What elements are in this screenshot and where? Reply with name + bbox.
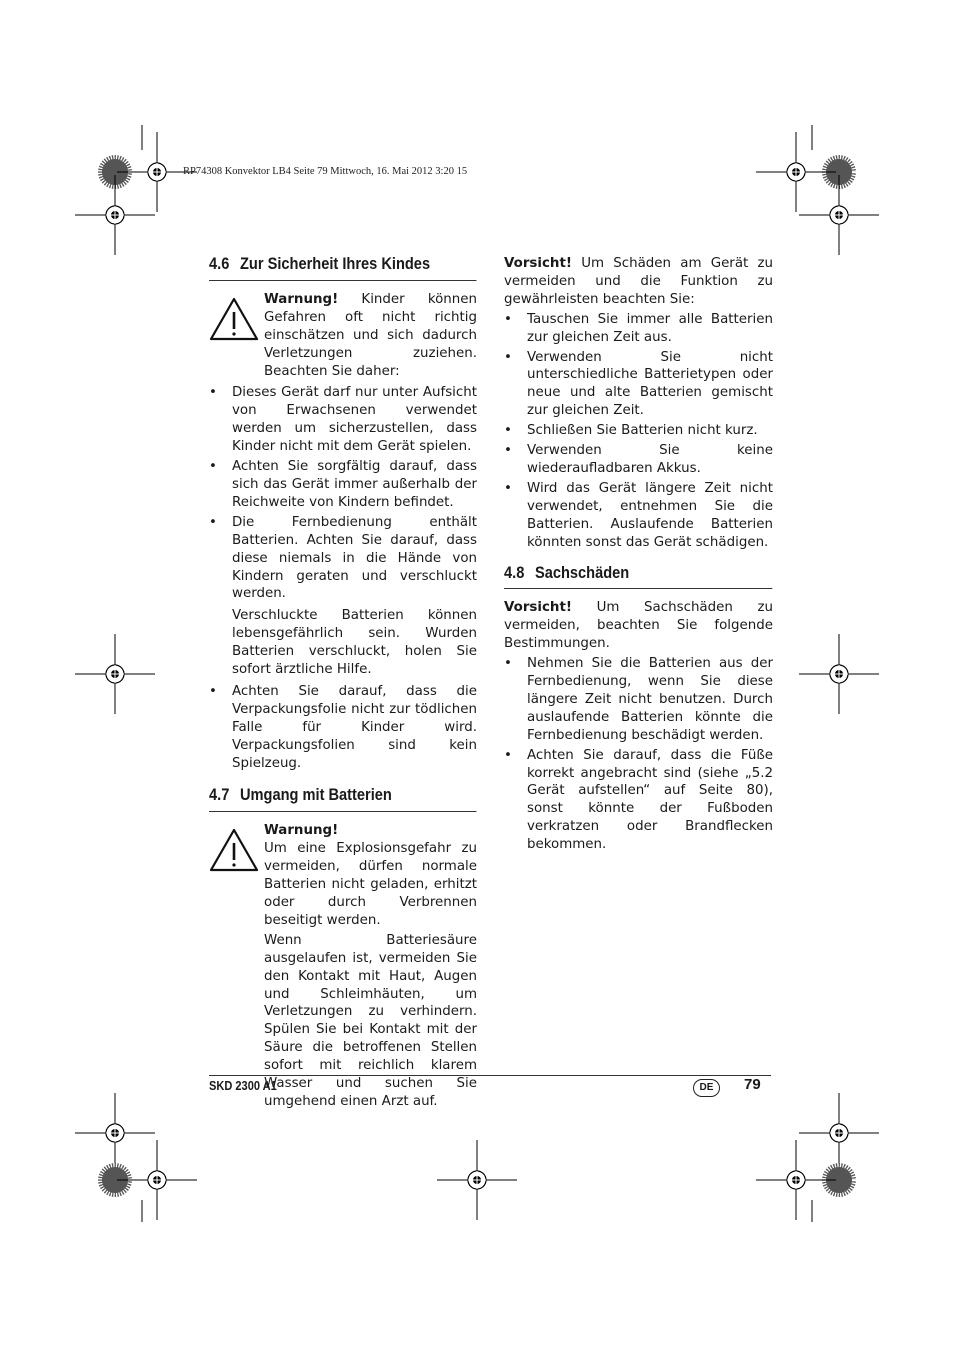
footer-model: SKD 2300 A1 — [209, 1078, 277, 1093]
damage-list — [504, 655, 773, 854]
list-item: • Achten Sie darauf, dass die Verpackungsfolie nicht zur tödlichen Falle für Kinder wird. Verpackungsfolien sind kein Spielzeug. — [209, 683, 477, 773]
warning-block-batteries — [209, 822, 477, 1111]
list-item: • Verwenden Sie nicht unterschiedliche Batterietypen oder neue und alte Batterien gemischt zur gleichen Zeit. — [504, 349, 773, 421]
warning-triangle-icon — [209, 297, 259, 341]
list-item: • Dieses Gerät darf nur unter Aufsicht von Erwachsenen verwendet werden um sicherzustellen, dass Kinder nicht mit dem Gerät spielen. — [209, 384, 477, 456]
left-column — [209, 255, 477, 1111]
right-column — [504, 255, 773, 856]
print-slug: RP74308 Konvektor LB4 Seite 79 Mittwoch, 16. Mai 2012 3:20 15 — [183, 166, 468, 177]
battery-list — [504, 311, 773, 552]
list-item: • Die Fernbedienung enthält Batterien. Achten Sie darauf, dass diese niemals in die Hände von Kindern geraten und verschluckt werden. — [209, 514, 477, 604]
section-heading-4-7: 4.7 Umgang mit Batterien — [209, 786, 476, 812]
warning-text: Um eine Explosionsgefahr zu vermeiden, dürfen normale Batterien nicht geladen, erhitzt oder durch Verbrennen beseitigt werden. — [264, 841, 477, 928]
warning-label: Warnung! — [264, 823, 339, 839]
damage-caution-text: Vorsicht! Um Sachschäden zu vermeiden, beachten Sie folgende Bestimmungen. — [504, 600, 773, 652]
warning-block — [209, 291, 477, 381]
child-safety-list — [209, 384, 477, 603]
section-heading-4-8: 4.8 Sachschäden — [504, 564, 772, 590]
list-item: • Verwenden Sie keine wiederaufladbaren Akkus. — [504, 442, 773, 478]
warning-text-2: Wenn Batteriesäure ausgelaufen ist, vermeiden Sie den Kontakt mit Haut, Augen und Schleimhäuten, um Verletzungen zu verhindern. Spülen Sie bei Kontakt mit der Säure die betroffenen Stellen sofort mit reichlich klarem Wasser und suchen Sie umgehend einen Arzt auf. — [264, 932, 477, 1109]
page-number: 79 — [744, 1076, 761, 1093]
list-item: • Achten Sie sorgfältig darauf, dass sich das Gerät immer außerhalb der Reichweite von Kindern befindet. — [209, 458, 477, 512]
swallow-note: Verschluckte Batterien können lebensgefährlich sein. Wurden Batterien verschluckt, holen Sie sofort ärztliche Hilfe. — [232, 608, 477, 678]
list-item: • Schließen Sie Batterien nicht kurz. — [504, 422, 773, 440]
child-safety-list-cont — [209, 683, 477, 773]
list-item: • Wird das Gerät längere Zeit nicht verwendet, entnehmen Sie die Batterien. Auslaufende Batterien könnten sonst das Gerät schädigen. — [504, 480, 773, 552]
list-item: • Achten Sie darauf, dass die Füße korrekt angebracht sind (siehe „5.2 Gerät aufstellen“ auf Seite 80), sonst könnte der Fußboden verkratzen oder Brandflecken bekommen. — [504, 747, 773, 854]
language-badge: DE — [693, 1079, 720, 1097]
list-item: • Tauschen Sie immer alle Batterien zur gleichen Zeit aus. — [504, 311, 773, 347]
caution-text: Vorsicht! Um Schäden am Gerät zu vermeiden und die Funktion zu gewährleisten beachten Sie: — [504, 256, 773, 307]
footer-rule — [209, 1075, 771, 1076]
warning-triangle-icon — [209, 828, 259, 872]
section-heading-4-6: 4.6 Zur Sicherheit Ihres Kindes — [209, 255, 476, 281]
list-item: • Nehmen Sie die Batterien aus der Fernbedienung, wenn Sie diese längere Zeit nicht benutzen. Durch auslaufende Batterien könnte die Fernbedienung beschädigt werden. — [504, 655, 773, 745]
warning-text: Warnung! Kinder können Gefahren oft nicht richtig einschätzen und sich dadurch Verletzungen zuziehen. Beachten Sie daher: — [264, 291, 477, 379]
